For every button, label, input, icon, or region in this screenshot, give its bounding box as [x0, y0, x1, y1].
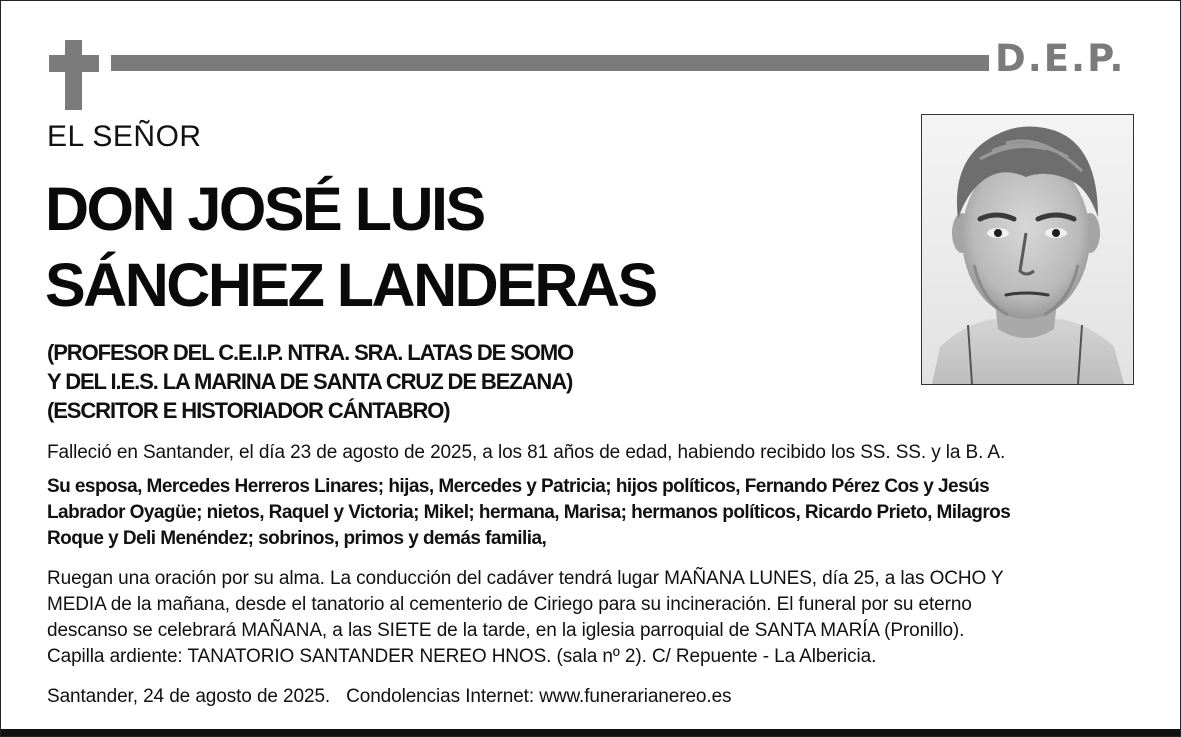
death-notice: Falleció en Santander, el día 23 de agosto de 2025, a los 81 años de edad, habiendo recibido los SS. SS. y la B. A. — [47, 442, 1006, 463]
header-rule — [111, 55, 989, 71]
service-line: Ruegan una oración por su alma. La conducción del cadáver tendrá lugar MAÑANA LUNES, día 25, a las OCHO Y — [47, 568, 1004, 589]
deceased-name — [45, 171, 656, 323]
family-list — [47, 474, 1010, 552]
title-line: (ESCRITOR E HISTORIADOR CÁNTABRO) — [47, 398, 450, 423]
professional-titles — [47, 338, 573, 425]
condolences-link[interactable]: Condolencias Internet: www.funerarianereo.es — [346, 686, 732, 707]
name-line: DON JOSÉ LUIS — [45, 175, 484, 243]
closing-line — [47, 685, 731, 709]
cross-icon-bar — [49, 55, 99, 72]
footer-rule — [1, 729, 1180, 736]
portrait-photo — [921, 114, 1134, 385]
family-line: Su esposa, Mercedes Herreros Linares; hijas, Mercedes y Patricia; hijos políticos, Fernando Pérez Cos y Jesús — [47, 476, 990, 497]
service-details — [47, 566, 1004, 670]
place-date: Santander, 24 de agosto de 2025. — [47, 686, 331, 707]
family-line: Roque y Deli Menéndez; sobrinos, primos y demás familia, — [47, 528, 547, 549]
portrait-image — [922, 115, 1133, 384]
honorific: EL SEÑOR — [47, 120, 202, 153]
name-line: SÁNCHEZ LANDERAS — [45, 251, 656, 319]
dep-label: D.E.P. — [995, 37, 1126, 80]
service-line: MEDIA de la mañana, desde el tanatorio al cementerio de Ciriego para su incineración. El funeral por su eterno — [47, 594, 972, 615]
cross-icon — [65, 40, 82, 110]
title-line: Y DEL I.E.S. LA MARINA DE SANTA CRUZ DE BEZANA) — [47, 369, 573, 394]
service-line: descanso se celebrará MAÑANA, a las SIETE de la tarde, en la iglesia parroquial de SANTA MARÍA (Pronillo). — [47, 620, 965, 641]
service-line: Capilla ardiente: TANATORIO SANTANDER NEREO HNOS. (sala nº 2). C/ Repuente - La Albericia. — [47, 646, 877, 667]
title-line: (PROFESOR DEL C.E.I.P. NTRA. SRA. LATAS DE SOMO — [47, 340, 574, 365]
family-line: Labrador Oyagüe; nietos, Raquel y Victoria; Mikel; hermana, Marisa; hermanos políticos, Ricardo Prieto, Milagros — [47, 502, 1011, 523]
